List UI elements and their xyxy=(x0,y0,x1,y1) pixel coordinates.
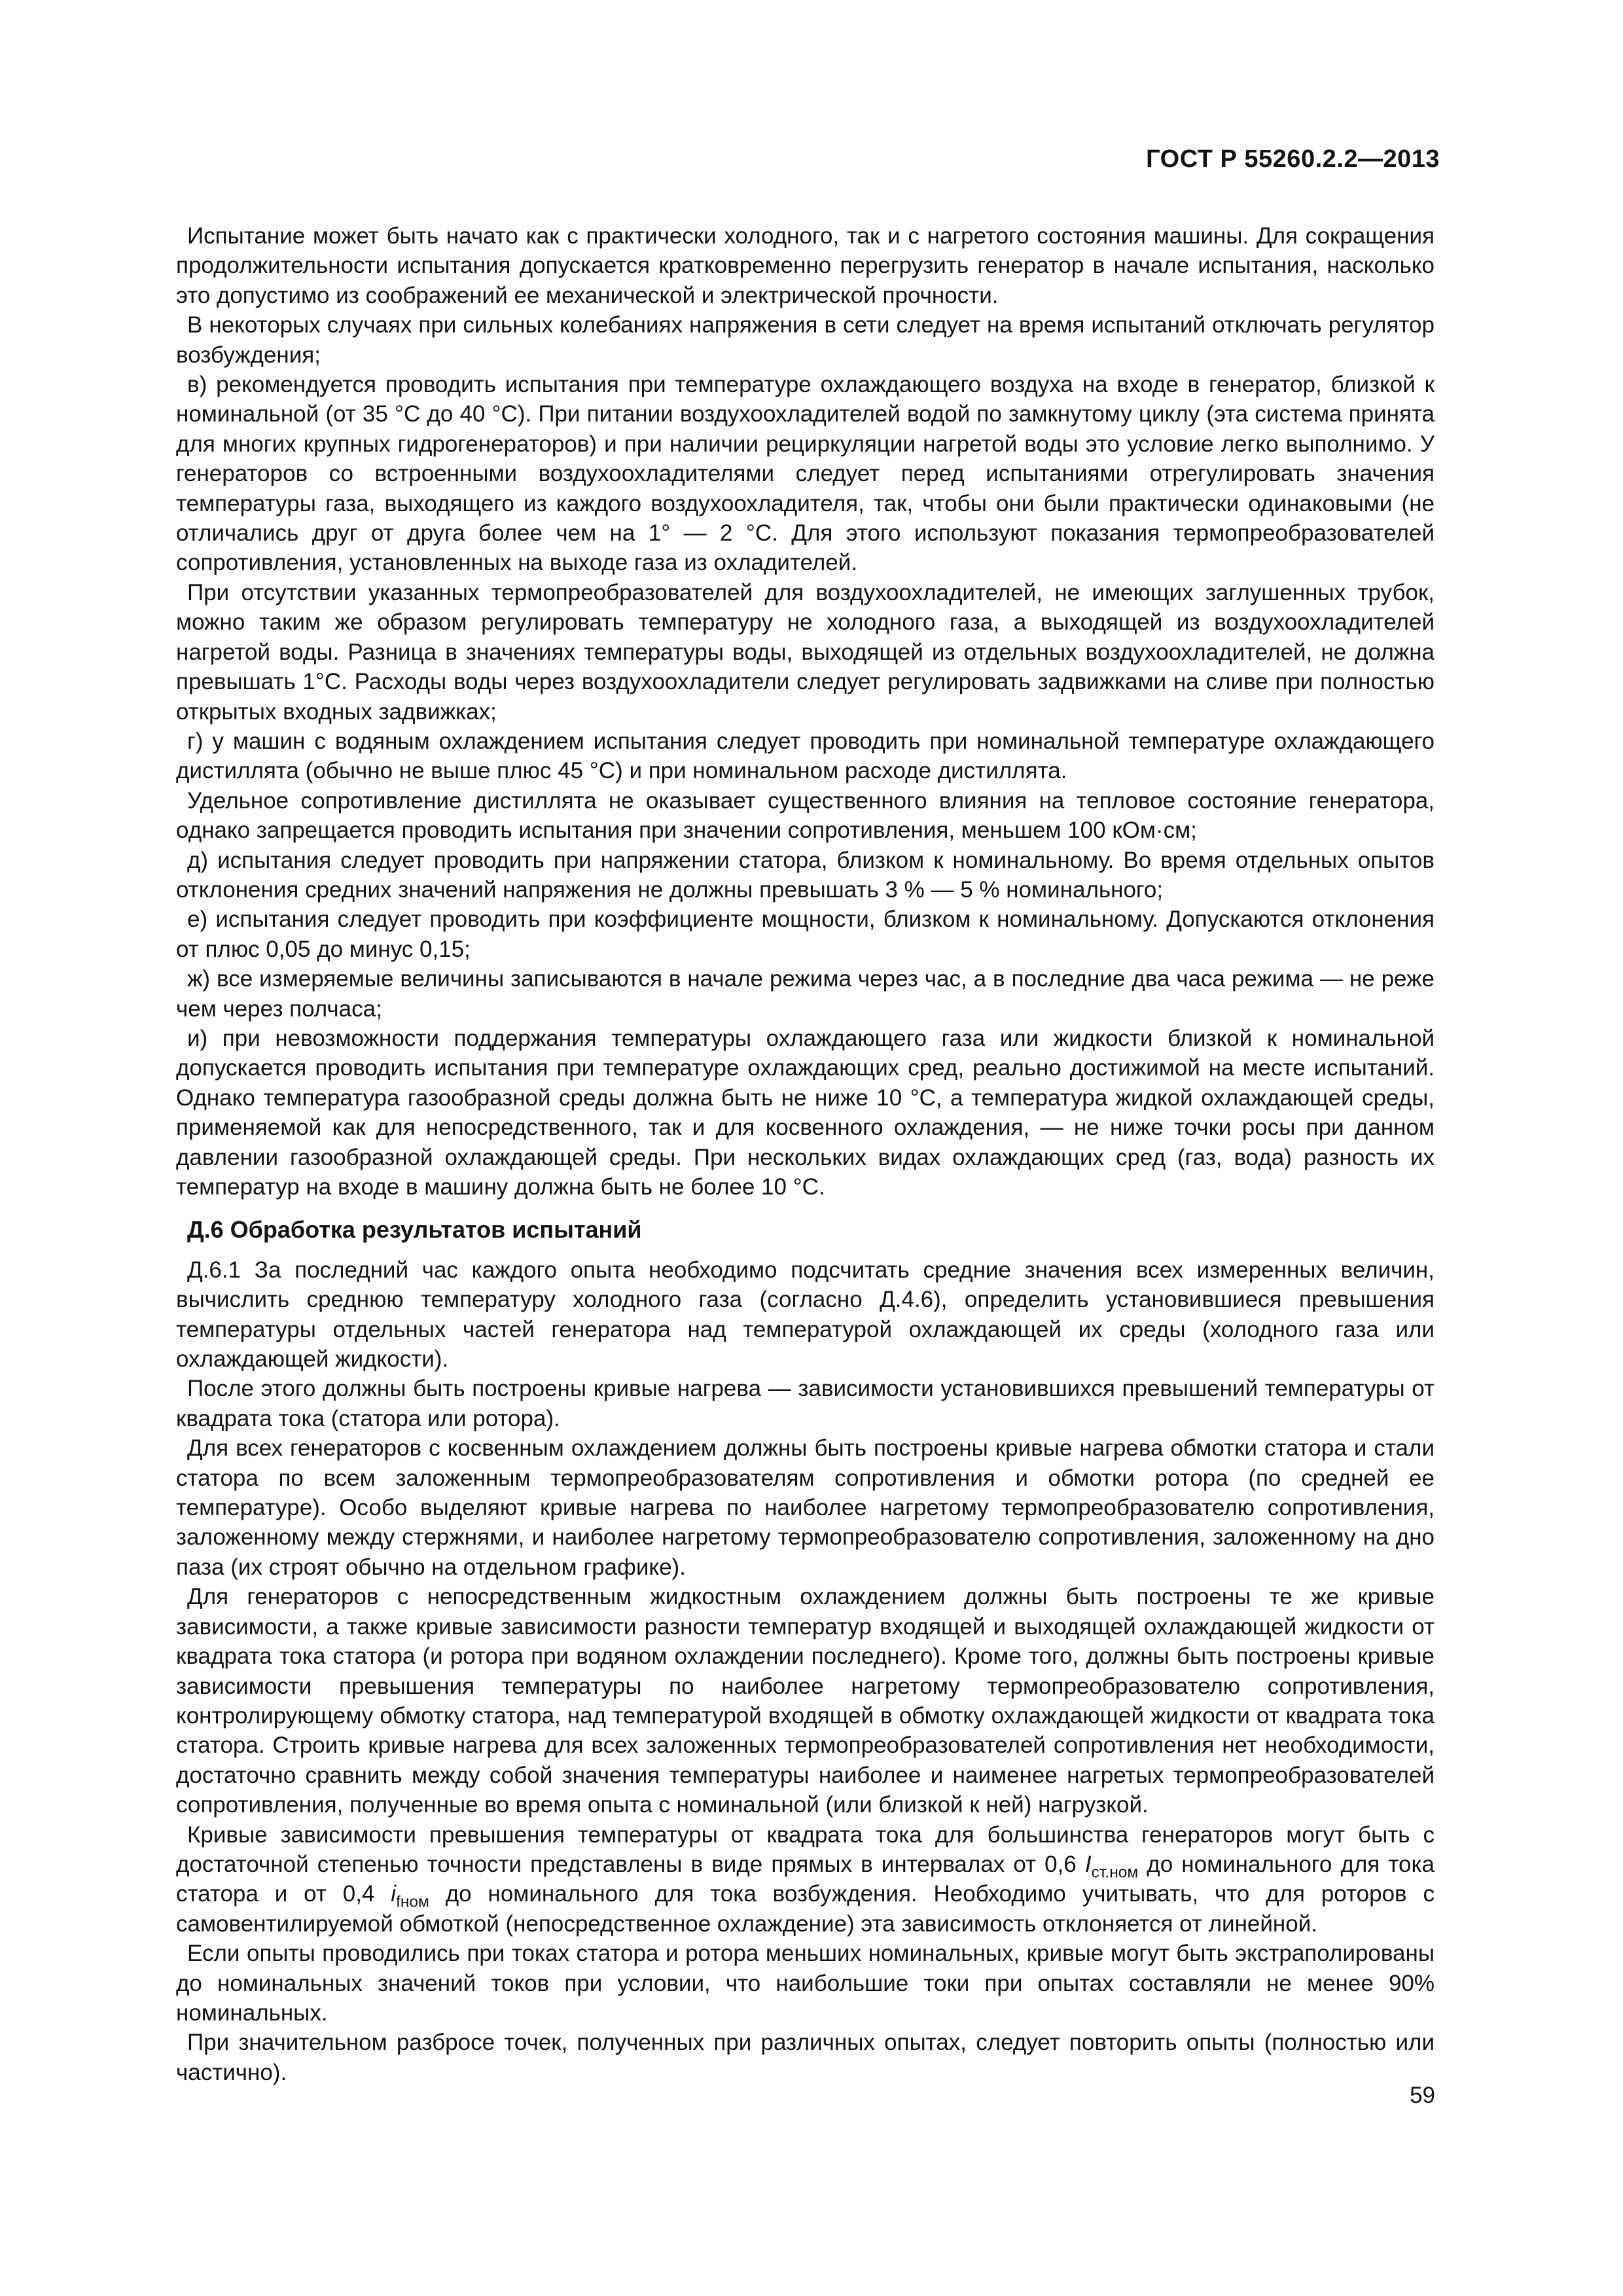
list-item-e: е) испытания следует проводить при коэффициенте мощности, близком к номинальному. Допускаются отклонения от плюс 0,05 до минус 0,15; xyxy=(176,906,1435,962)
text-run: до номинального для тока статора и от 0,4 xyxy=(176,1851,1435,1907)
paragraph: При отсутствии указанных термопреобразователей для воздухоохладителей, не имеющих заглушенных трубок, можно таким же образом регулировать температуру не холодного газа, а выходящей из воздухоохладителей нагретой воды. Разница в значениях температуры воды, выходящей из отдельных воздухоохладителей, не должна превышать 1°С. Расходы воды через воздухоохладители следует регулировать задвижками на сливе при полностью открытых входных задвижках; xyxy=(176,579,1435,725)
paragraph: Для всех генераторов с косвенным охлаждением должны быть построены кривые нагрева обмотки статора и стали статора по всем заложенным термопреобразователям сопротивления и обмотки ротора (по средней ее температуре). Особо выделяют кривые нагрева по наиболее нагретому термопреобразователю сопротивления, заложенному между стержнями, и наиболее нагретому термопреобразователю сопротивления, заложенному на дно паза (их строят обычно на отдельном графике). xyxy=(176,1435,1435,1580)
list-item-g: г) у машин с водяным охлаждением испытания следует проводить при номинальной температуре охлаждающего дистиллята (обычно не выше плюс 45 °С) и при номинальном расходе дистиллята. xyxy=(176,728,1435,784)
paragraph: Испытание может быть начато как с практически холодного, так и с нагретого состояния машины. Для сокращения продолжительности испытания допускается кратковременно перегрузить генератор в начале испытания, насколько это допустимо из соображений ее механической и электрической прочности. xyxy=(176,223,1435,308)
field-current-symbol: i xyxy=(391,1881,397,1907)
page-number: 59 xyxy=(1410,2083,1435,2108)
field-current-subscript: fном xyxy=(396,1893,429,1911)
paragraph: В некоторых случаях при сильных колебаниях напряжения в сети следует на время испытаний отключать регулятор возбуждения; xyxy=(176,312,1435,368)
document-body xyxy=(176,221,1435,2087)
paragraph: При значительном разбросе точек, полученных при различных опытах, следует повторить опыты (полностью или частично). xyxy=(176,2030,1435,2085)
text-run: до номинального для тока возбуждения. Необходимо учитывать, что для роторов с самовентилируемой обмоткой (непосредственное охлаждение) эта зависимость отклоняется от линейной. xyxy=(176,1881,1435,1937)
list-item-i: и) при невозможности поддержания температуры охлаждающего газа или жидкости близкой к номинальной допускается проводить испытания при температуре охлаждающих сред, реально достижимой на месте испытаний. Однако температура газообразной среды должна быть не ниже 10 °С, а температура жидкой охлаждающей среды, применяемой как для непосредственного, так и для косвенного охлаждения, — не ниже точки росы при данном давлении газообразной охлаждающей среды. При нескольких видах охлаждающих сред (газ, вода) разность их температур на входе в машину должна быть не более 10 °С. xyxy=(176,1025,1435,1200)
list-item-d: д) испытания следует проводить при напряжении статора, близком к номинальному. Во время отдельных опытов отклонения средних значений напряжения не должны превышать 3 % — 5 % номинального; xyxy=(176,847,1435,903)
document-code-header: ГОСТ Р 55260.2.2—2013 xyxy=(1146,145,1440,173)
paragraph: Если опыты проводились при токах статора и ротора меньших номинальных, кривые могут быть экстраполированы до номинальных значений токов при условии, что наибольшие токи при опытах составляли не менее 90% номинальных. xyxy=(176,1941,1435,2026)
list-item-v: в) рекомендуется проводить испытания при температуре охлаждающего воздуха на входе в генератор, близкой к номинальной (от 35 °С до 40 °С). При питании воздухоохладителей водой по замкнутому циклу (эта система принята для многих крупных гидрогенераторов) и при наличии рециркуляции нагретой воды это условие легко выполнимо. У генераторов со встроенными воздухоохладителями следует перед испытаниями отрегулировать значения температуры газа, выходящего из каждого воздухоохладителя, так, чтобы они были практически одинаковыми (не отличались друг от друга более чем на 1° — 2 °С. Для этого используют показания термопреобразователей сопротивления, установленных на выходе газа из охладителей. xyxy=(176,372,1435,576)
paragraph: После этого должны быть построены кривые нагрева — зависимости установившихся превышений температуры от квадрата тока (статора или ротора). xyxy=(176,1376,1435,1431)
paragraph: Для генераторов с непосредственным жидкостным охлаждением должны быть построены те же кривые зависимости, а также кривые зависимости разности температур входящей и выходящей охлаждающей жидкости от квадрата тока статора (и ротора при водяном охлаждении последнего). Кроме того, должны быть построены кривые зависимости превышения температуры по наиболее нагретому термопреобразователю сопротивления, контролирующему обмотку статора, над температурой входящей в обмотку охлаждающей жидкости от квадрата тока статора. Строить кривые нагрева для всех заложенных термопреобразователей сопротивления нет необходимости, достаточно сравнить между собой значения температуры наиболее и наименее нагретых термопреобразователей сопротивления, полученные во время опыта с номинальной (или близкой к ней) нагрузкой. xyxy=(176,1584,1435,1818)
paragraph-d61: Д.6.1 За последний час каждого опыта необходимо подсчитать средние значения всех измеренных величин, вычислить среднюю температуру холодного газа (согласно Д.4.6), определить установившиеся превышения температуры отдельных частей генератора над температурой охлаждающей их среды (холодного газа или охлаждающей жидкости). xyxy=(176,1257,1435,1372)
section-heading: Д.6 Обработка результатов испытаний xyxy=(187,1216,642,1244)
text-run: Кривые зависимости превышения температуры от квадрата тока для большинства генераторов могут быть с достаточной степенью точности представлены в виде прямых в интервалах от 0,6 xyxy=(176,1821,1435,1877)
paragraph-linear-curves xyxy=(176,1820,1435,1939)
paragraph: Удельное сопротивление дистиллята не оказывает существенного влияния на тепловое состояние генератора, однако запрещается проводить испытания при значении сопротивления, меньшем 100 кОм·см; xyxy=(176,787,1435,844)
stator-current-subscript: ст.ном xyxy=(1091,1863,1139,1882)
list-item-zh: ж) все измеряемые величины записываются в начале режима через час, а в последние два часа режима — не реже чем через полчаса; xyxy=(176,966,1435,1022)
stator-current-symbol: I xyxy=(1084,1851,1092,1877)
